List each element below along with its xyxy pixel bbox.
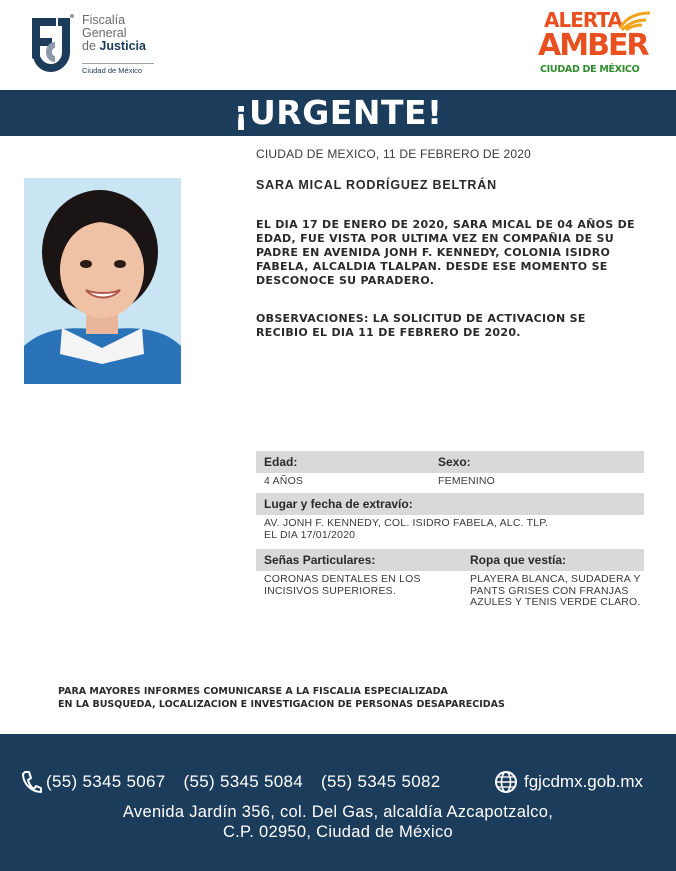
header <box>0 0 676 90</box>
clothes-value: PLAYERA BLANCA, SUDADERA Y PANTS GRISES CON FRANJAS AZULES Y TENIS VERDE CLARO. <box>470 573 641 608</box>
urgent-banner <box>0 90 676 136</box>
org-line-3-strong: Justicia <box>99 39 146 53</box>
case-observations: OBSERVACIONES: LA SOLICITUD DE ACTIVACION SE RECIBIO EL DIA 11 DE FEBRERO DE 2020. <box>256 312 586 339</box>
org-name <box>82 14 172 53</box>
date-line: CIUDAD DE MEXICO, 11 DE FEBRERO DE 2020 <box>256 147 531 161</box>
org-line-1: Fiscalía <box>82 13 126 27</box>
place-value-2: EL DIA 17/01/2020 <box>264 529 356 541</box>
amber-line-1: ALERTA <box>544 8 622 32</box>
amber-line-3: CIUDAD DE MÉXICO <box>540 64 640 75</box>
org-line-3-prefix: de <box>82 39 96 53</box>
place-value-1: AV. JONH F. KENNEDY, COL. ISIDRO FABELA, ALC. TLP. <box>264 517 549 529</box>
missing-person-name: SARA MICAL RODRÍGUEZ BELTRÁN <box>256 178 497 192</box>
org-line-2: General <box>82 26 127 40</box>
phone-icon <box>20 770 42 794</box>
age-label: Edad: <box>264 455 298 469</box>
address-line-2: C.P. 02950, Ciudad de México <box>222 823 454 841</box>
org-line-3 <box>82 40 172 53</box>
sex-label: Sexo: <box>438 455 471 469</box>
contact-note-line-1: PARA MAYORES INFORMES COMUNICARSE A LA FISCALIA ESPECIALIZADA <box>58 686 448 697</box>
contact-note-line-2: EN LA BUSQUEDA, LOCALIZACION E INVESTIGACION DE PERSONAS DESAPARECIDAS <box>58 699 505 710</box>
org-subtitle: Ciudad de México <box>82 63 154 75</box>
address-line-1: Avenida Jardín 356, col. Del Gas, alcaldía Azcapotzalco, <box>122 803 554 821</box>
alerta-amber-logo <box>528 6 660 80</box>
sex-value: FEMENINO <box>438 475 496 487</box>
place-header <box>256 493 644 515</box>
age-sex-header <box>256 451 644 473</box>
signal-waves-icon <box>618 10 652 32</box>
age-value: 4 AÑOS <box>264 475 304 487</box>
globe-icon <box>494 770 518 794</box>
footer <box>0 734 676 871</box>
clothes-label: Ropa que vestía: <box>470 553 567 567</box>
fgj-logo <box>26 12 76 76</box>
case-description: EL DIA 17 DE ENERO DE 2020, SARA MICAL DE 04 AÑOS DE EDAD, FUE VISTA POR ULTIMA VEZ EN COMPAÑIA DE SU PADRE EN AVENIDA JONH F. KENNEDY, COLONIA ISIDRO FABELA, ALCALDIA TLALPAN. DESDE ESE MOMENTO SE DESCONOCE SU PARADERO. <box>256 218 635 287</box>
marks-clothes-header <box>256 549 644 571</box>
website-link[interactable]: fgjcdmx.gob.mx <box>524 772 644 791</box>
child-portrait <box>24 178 181 384</box>
phone-numbers <box>46 772 459 792</box>
phone-number-2[interactable]: (55) 5345 5084 <box>183 772 304 791</box>
place-label: Lugar y fecha de extravío: <box>264 497 413 511</box>
marks-label: Señas Particulares: <box>264 553 376 567</box>
phone-number-3[interactable]: (55) 5345 5082 <box>321 772 441 791</box>
missing-child-photo <box>24 178 181 384</box>
phone-number-1[interactable]: (55) 5345 5067 <box>46 772 166 791</box>
urgent-title: ¡URGENTE! <box>233 93 443 132</box>
marks-value: CORONAS DENTALES EN LOS INCISIVOS SUPERIORES. <box>264 573 421 597</box>
contact-note <box>58 685 618 711</box>
amber-line-2: AMBER <box>538 28 648 63</box>
